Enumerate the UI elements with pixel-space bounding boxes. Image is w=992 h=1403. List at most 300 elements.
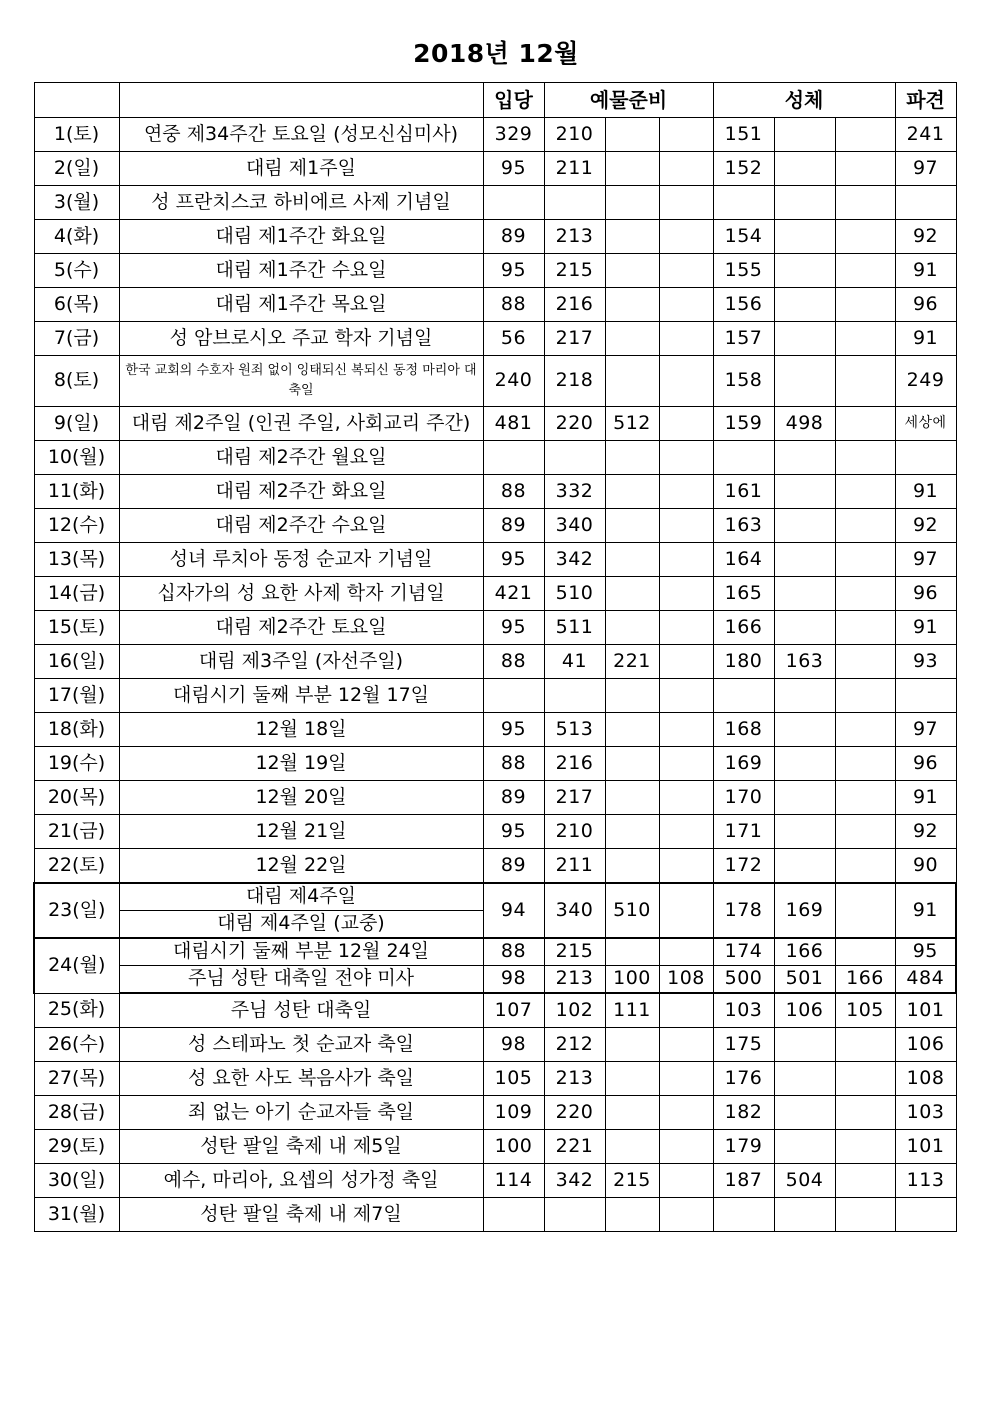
cell-offertory-1: 217 [544,322,605,356]
cell-communion-2: 166 [774,938,835,966]
cell-communion-2 [774,118,835,152]
table-row [34,679,956,713]
cell-communion-2: 501 [774,966,835,994]
table-row [34,938,956,966]
day-date: 9(일) [34,407,119,441]
liturgy-title: 대림 제2주간 수요일 [119,509,483,543]
cell-communion-2 [774,747,835,781]
cell-dismissal: 96 [895,288,956,322]
cell-offertory-1: 215 [544,938,605,966]
cell-communion-3 [835,747,895,781]
liturgy-title: 12월 18일 [119,713,483,747]
table-row [34,186,956,220]
cell-dismissal: 97 [895,713,956,747]
cell-offertory-3 [659,407,713,441]
table-row [34,152,956,186]
day-date: 18(화) [34,713,119,747]
cell-offertory-3 [659,1096,713,1130]
cell-communion-1 [713,186,774,220]
cell-offertory-2 [605,611,659,645]
table-row [34,781,956,815]
table-row [34,1164,956,1198]
cell-communion-1: 171 [713,815,774,849]
cell-communion-1: 165 [713,577,774,611]
cell-dismissal: 113 [895,1164,956,1198]
cell-offertory-1: 510 [544,577,605,611]
table-row [34,1198,956,1232]
header-offertory: 예물준비 [544,83,713,118]
cell-communion-2 [774,815,835,849]
cell-communion-1: 157 [713,322,774,356]
liturgy-title: 성 스테파노 첫 순교자 축일 [119,1028,483,1062]
table-row [34,1130,956,1164]
cell-offertory-1: 211 [544,152,605,186]
cell-entrance: 98 [483,1028,544,1062]
cell-offertory-2 [605,441,659,475]
cell-offertory-3 [659,356,713,407]
cell-entrance: 100 [483,1130,544,1164]
cell-communion-1: 187 [713,1164,774,1198]
liturgy-title: 대림 제2주간 토요일 [119,611,483,645]
liturgy-title: 대림 제1주간 목요일 [119,288,483,322]
cell-communion-2 [774,679,835,713]
cell-communion-2 [774,849,835,884]
day-date: 16(일) [34,645,119,679]
cell-communion-1: 164 [713,543,774,577]
day-date: 17(월) [34,679,119,713]
cell-offertory-3 [659,849,713,884]
cell-offertory-3 [659,577,713,611]
cell-communion-3 [835,1062,895,1096]
table-row [34,509,956,543]
table-row [34,322,956,356]
cell-communion-3 [835,1198,895,1232]
cell-offertory-3 [659,1130,713,1164]
cell-communion-3 [835,1028,895,1062]
cell-dismissal: 세상에 [895,407,956,441]
cell-communion-3 [835,543,895,577]
cell-dismissal: 95 [895,938,956,966]
cell-dismissal: 92 [895,220,956,254]
cell-communion-1: 176 [713,1062,774,1096]
table-row [34,543,956,577]
cell-offertory-2 [605,1198,659,1232]
cell-communion-3: 105 [835,993,895,1028]
day-date: 24(월) [34,938,119,993]
day-date: 27(목) [34,1062,119,1096]
cell-communion-1 [713,1198,774,1232]
cell-offertory-2 [605,186,659,220]
table-row [34,849,956,884]
cell-dismissal: 103 [895,1096,956,1130]
cell-communion-3 [835,713,895,747]
liturgy-title: 성 암브로시오 주교 학자 기념일 [119,322,483,356]
cell-offertory-3 [659,781,713,815]
cell-dismissal: 101 [895,1130,956,1164]
cell-offertory-1: 211 [544,849,605,884]
cell-communion-1: 159 [713,407,774,441]
cell-communion-2 [774,356,835,407]
table-row [34,747,956,781]
cell-communion-1: 180 [713,645,774,679]
day-date: 14(금) [34,577,119,611]
cell-entrance: 105 [483,1062,544,1096]
liturgy-title: 십자가의 성 요한 사제 학자 기념일 [119,577,483,611]
cell-communion-3: 166 [835,966,895,994]
cell-offertory-1: 217 [544,781,605,815]
cell-offertory-1: 342 [544,1164,605,1198]
cell-offertory-3 [659,1028,713,1062]
cell-communion-1: 151 [713,118,774,152]
cell-entrance: 95 [483,254,544,288]
cell-communion-2 [774,577,835,611]
cell-offertory-3 [659,1198,713,1232]
cell-dismissal: 241 [895,118,956,152]
cell-communion-2 [774,254,835,288]
cell-communion-1 [713,679,774,713]
day-date: 25(화) [34,993,119,1028]
cell-communion-2 [774,441,835,475]
cell-entrance [483,679,544,713]
table-row [34,1028,956,1062]
header-title [119,83,483,118]
cell-offertory-2 [605,475,659,509]
cell-communion-3 [835,322,895,356]
cell-communion-1: 170 [713,781,774,815]
cell-dismissal: 91 [895,322,956,356]
liturgy-title: 대림 제1주일 [119,152,483,186]
cell-offertory-2 [605,118,659,152]
table-row [34,220,956,254]
cell-offertory-1: 213 [544,220,605,254]
table-row [34,441,956,475]
cell-communion-3 [835,679,895,713]
cell-entrance: 88 [483,747,544,781]
cell-communion-2: 504 [774,1164,835,1198]
day-date: 5(수) [34,254,119,288]
cell-offertory-1: 213 [544,1062,605,1096]
cell-communion-3 [835,118,895,152]
liturgy-title: 성탄 팔일 축제 내 제7일 [119,1198,483,1232]
cell-communion-3 [835,186,895,220]
cell-offertory-3 [659,611,713,645]
cell-offertory-3 [659,509,713,543]
cell-offertory-1 [544,679,605,713]
cell-entrance: 481 [483,407,544,441]
cell-entrance: 109 [483,1096,544,1130]
cell-entrance: 95 [483,611,544,645]
cell-communion-3 [835,288,895,322]
cell-communion-3 [835,356,895,407]
cell-offertory-2 [605,152,659,186]
header-dismissal: 파견 [895,83,956,118]
cell-offertory-3 [659,288,713,322]
cell-offertory-1: 220 [544,1096,605,1130]
cell-communion-3 [835,1130,895,1164]
table-row [34,1096,956,1130]
cell-dismissal: 96 [895,577,956,611]
liturgy-title: 성 프란치스코 하비에르 사제 기념일 [119,186,483,220]
cell-dismissal: 91 [895,883,956,938]
cell-communion-1: 174 [713,938,774,966]
cell-communion-3 [835,938,895,966]
cell-offertory-1: 215 [544,254,605,288]
cell-communion-2 [774,509,835,543]
cell-offertory-2 [605,1130,659,1164]
cell-communion-2 [774,288,835,322]
cell-offertory-1: 210 [544,815,605,849]
cell-offertory-2: 100 [605,966,659,994]
header-entrance: 입당 [483,83,544,118]
cell-offertory-3: 108 [659,966,713,994]
liturgy-title: 대림시기 둘째 부분 12월 17일 [119,679,483,713]
cell-offertory-2 [605,322,659,356]
header-row [34,83,956,118]
cell-offertory-1: 332 [544,475,605,509]
header-communion: 성체 [713,83,895,118]
day-date: 13(목) [34,543,119,577]
cell-communion-2 [774,186,835,220]
cell-offertory-2 [605,254,659,288]
cell-offertory-1 [544,186,605,220]
cell-offertory-3 [659,883,713,938]
cell-offertory-3 [659,747,713,781]
liturgy-title: 대림 제2주간 월요일 [119,441,483,475]
cell-communion-2 [774,1028,835,1062]
cell-communion-1: 500 [713,966,774,994]
liturgy-title: 대림 제3주일 (자선주일) [119,645,483,679]
cell-entrance [483,1198,544,1232]
table-row [34,288,956,322]
cell-offertory-1: 102 [544,993,605,1028]
cell-offertory-2 [605,713,659,747]
cell-entrance [483,441,544,475]
cell-offertory-3 [659,815,713,849]
cell-communion-1: 152 [713,152,774,186]
cell-communion-2: 106 [774,993,835,1028]
day-date: 22(토) [34,849,119,884]
cell-communion-2 [774,1062,835,1096]
cell-offertory-3 [659,645,713,679]
day-date: 15(토) [34,611,119,645]
cell-offertory-2 [605,1096,659,1130]
cell-offertory-3 [659,475,713,509]
cell-entrance: 95 [483,815,544,849]
cell-offertory-1: 340 [544,883,605,938]
cell-dismissal [895,1198,956,1232]
cell-dismissal: 106 [895,1028,956,1062]
cell-offertory-1: 220 [544,407,605,441]
cell-dismissal: 91 [895,781,956,815]
cell-communion-1: 156 [713,288,774,322]
cell-offertory-1: 216 [544,747,605,781]
table-row [34,645,956,679]
liturgy-title: 대림 제2주간 화요일 [119,475,483,509]
cell-communion-2 [774,322,835,356]
cell-communion-3 [835,509,895,543]
cell-entrance: 95 [483,152,544,186]
cell-entrance: 56 [483,322,544,356]
cell-communion-1: 175 [713,1028,774,1062]
cell-offertory-1: 340 [544,509,605,543]
liturgy-title: 한국 교회의 수호자 원죄 없이 잉태되신 복되신 동정 마리아 대축일 [119,356,483,407]
cell-offertory-3 [659,993,713,1028]
cell-offertory-3 [659,1062,713,1096]
cell-offertory-1: 212 [544,1028,605,1062]
day-date: 1(토) [34,118,119,152]
cell-offertory-2: 510 [605,883,659,938]
day-date: 2(일) [34,152,119,186]
cell-entrance: 88 [483,288,544,322]
cell-offertory-3 [659,543,713,577]
liturgy-title: 12월 20일 [119,781,483,815]
cell-communion-2 [774,611,835,645]
cell-offertory-2 [605,781,659,815]
liturgy-title: 대림 제1주간 화요일 [119,220,483,254]
cell-communion-2: 169 [774,883,835,938]
cell-offertory-3 [659,322,713,356]
cell-offertory-1: 210 [544,118,605,152]
page-title: 2018년 12월 [413,39,579,68]
cell-offertory-3 [659,1164,713,1198]
cell-offertory-1 [544,441,605,475]
cell-communion-1: 168 [713,713,774,747]
day-date: 6(목) [34,288,119,322]
day-date: 26(수) [34,1028,119,1062]
cell-entrance: 89 [483,849,544,884]
day-date: 29(토) [34,1130,119,1164]
cell-offertory-1: 513 [544,713,605,747]
cell-communion-2 [774,220,835,254]
cell-communion-2 [774,152,835,186]
cell-offertory-3 [659,938,713,966]
cell-offertory-2: 111 [605,993,659,1028]
cell-entrance: 421 [483,577,544,611]
cell-communion-2: 163 [774,645,835,679]
day-date: 21(금) [34,815,119,849]
cell-dismissal: 108 [895,1062,956,1096]
cell-entrance: 240 [483,356,544,407]
cell-communion-3 [835,407,895,441]
liturgy-title: 대림 제2주일 (인권 주일, 사회교리 주간) [119,407,483,441]
cell-dismissal: 93 [895,645,956,679]
cell-entrance: 89 [483,220,544,254]
liturgy-title: 연중 제34주간 토요일 (성모신심미사) [119,118,483,152]
cell-communion-2: 498 [774,407,835,441]
schedule-table [33,82,957,1232]
cell-communion-3 [835,577,895,611]
liturgy-title: 대림 제4주일 [119,883,483,911]
cell-offertory-2 [605,356,659,407]
cell-communion-2 [774,475,835,509]
liturgy-title: 예수, 마리아, 요셉의 성가정 축일 [119,1164,483,1198]
cell-offertory-2 [605,679,659,713]
cell-dismissal [895,186,956,220]
cell-communion-3 [835,475,895,509]
cell-communion-2 [774,1198,835,1232]
cell-entrance: 329 [483,118,544,152]
day-date: 11(화) [34,475,119,509]
table-row [34,1062,956,1096]
cell-communion-2 [774,713,835,747]
table-row [34,577,956,611]
day-date: 10(월) [34,441,119,475]
cell-communion-1: 155 [713,254,774,288]
cell-dismissal: 92 [895,509,956,543]
cell-offertory-3 [659,254,713,288]
cell-offertory-2: 215 [605,1164,659,1198]
liturgy-title: 성녀 루치아 동정 순교자 기념일 [119,543,483,577]
cell-dismissal: 96 [895,747,956,781]
liturgy-title: 12월 22일 [119,849,483,884]
cell-entrance: 89 [483,781,544,815]
cell-entrance: 88 [483,475,544,509]
table-row [34,407,956,441]
header-date [34,83,119,118]
cell-entrance: 95 [483,713,544,747]
cell-dismissal: 91 [895,611,956,645]
liturgy-title: 대림 제1주간 수요일 [119,254,483,288]
cell-offertory-3 [659,118,713,152]
cell-communion-2 [774,781,835,815]
cell-entrance: 98 [483,966,544,994]
cell-offertory-3 [659,441,713,475]
cell-dismissal: 92 [895,815,956,849]
cell-communion-1: 182 [713,1096,774,1130]
day-date: 28(금) [34,1096,119,1130]
cell-offertory-2 [605,1062,659,1096]
cell-communion-1: 172 [713,849,774,884]
cell-communion-3 [835,152,895,186]
cell-offertory-2: 512 [605,407,659,441]
cell-offertory-3 [659,679,713,713]
table-row [34,966,956,994]
cell-offertory-3 [659,713,713,747]
liturgy-title: 대림시기 둘째 부분 12월 24일 [119,938,483,966]
cell-communion-1: 179 [713,1130,774,1164]
cell-dismissal: 91 [895,475,956,509]
cell-dismissal: 97 [895,152,956,186]
cell-offertory-1: 216 [544,288,605,322]
liturgy-title: 12월 19일 [119,747,483,781]
cell-dismissal: 90 [895,849,956,884]
cell-communion-3 [835,645,895,679]
table-row [34,815,956,849]
cell-offertory-3 [659,152,713,186]
cell-offertory-1: 41 [544,645,605,679]
day-date: 23(일) [34,883,119,938]
cell-communion-3 [835,1096,895,1130]
cell-communion-1: 161 [713,475,774,509]
cell-communion-1: 178 [713,883,774,938]
table-row [34,883,956,911]
cell-entrance [483,186,544,220]
cell-communion-1: 154 [713,220,774,254]
cell-dismissal: 249 [895,356,956,407]
day-date: 7(금) [34,322,119,356]
cell-entrance: 89 [483,509,544,543]
cell-communion-2 [774,543,835,577]
cell-offertory-2: 221 [605,645,659,679]
cell-offertory-3 [659,220,713,254]
table-row [34,611,956,645]
cell-communion-3 [835,883,895,938]
table-row [34,713,956,747]
cell-communion-3 [835,441,895,475]
table-row [34,475,956,509]
table-row [34,118,956,152]
cell-communion-3 [835,611,895,645]
